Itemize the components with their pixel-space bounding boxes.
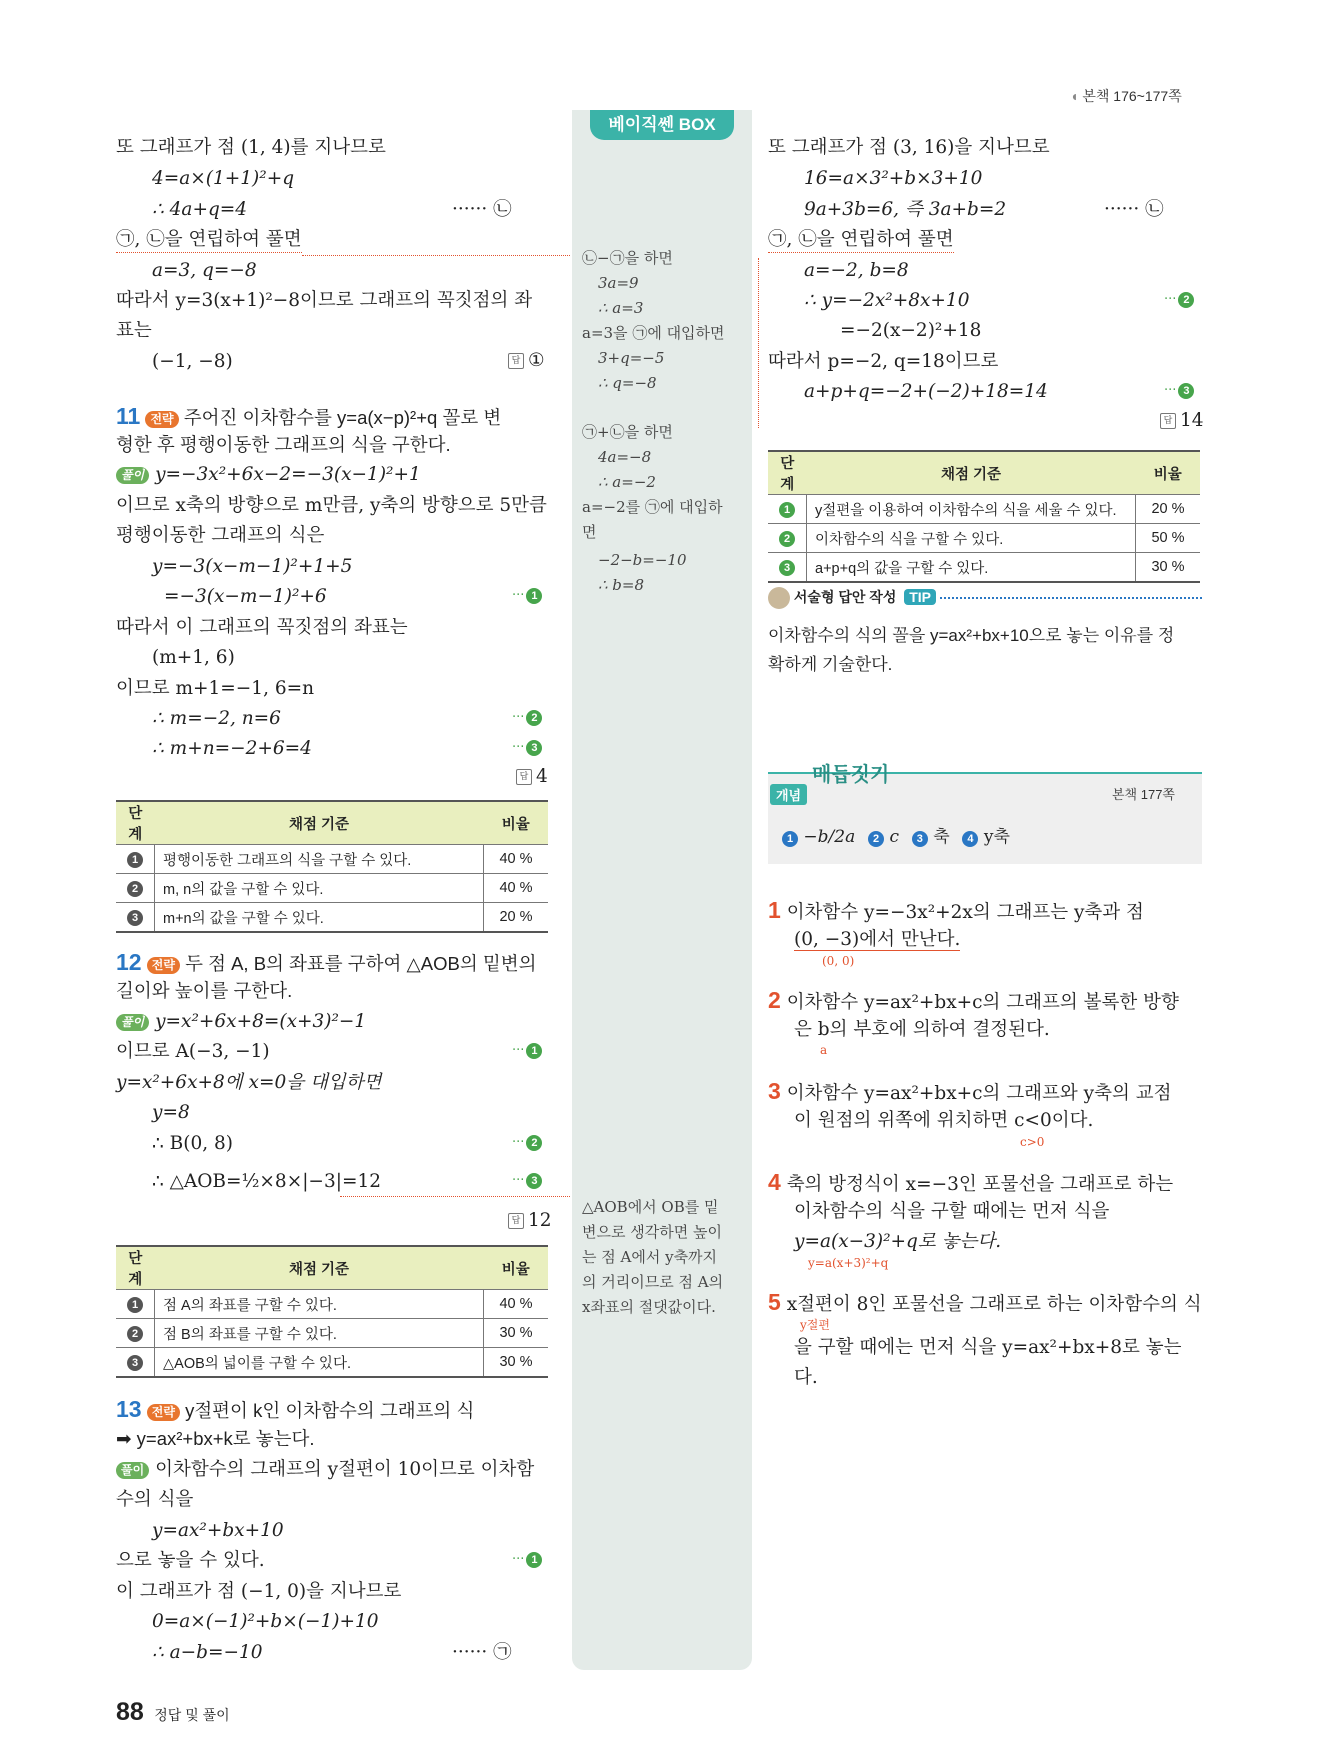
solution-line: ∴ △AOB=½×8×|−3|=12 <box>152 1171 381 1192</box>
step-mark-1: ··· 1 <box>512 588 542 604</box>
strategy-line: 형한 후 평행이동한 그래프의 식을 구한다. <box>116 434 451 455</box>
table-row: 3 △AOB의 넓이를 구할 수 있다. 30 % <box>116 1348 548 1378</box>
text-line: 16=a×3²+b×3+10 <box>804 168 983 189</box>
step-mark-2: ··· 2 <box>512 710 542 726</box>
fix-line: 이 원점의 위쪽에 위치하면 c<0이다. <box>794 1110 1094 1131</box>
solution-line: ∴ a−b=−10 <box>152 1642 263 1663</box>
step-mark-3: ··· 3 <box>512 740 542 756</box>
box-line: −2−b=−10 <box>598 551 687 569</box>
box-line: ∴ a=−2 <box>598 473 656 491</box>
solution-line: ∴ B(0, 8) <box>152 1133 233 1154</box>
table-row: 2 m, n의 값을 구할 수 있다. 40 % <box>116 874 548 903</box>
answer: 답 14 <box>1160 410 1204 431</box>
equation-mark: ······ ㉠ <box>452 1642 512 1663</box>
correction: y절편 <box>800 1318 830 1332</box>
problem-12-strategy: 12 전략 두 점 A, B의 좌표를 구하여 △AOB의 밑변의 <box>116 949 537 975</box>
text-line: ∴ y=−2x²+8x+10 <box>804 290 970 311</box>
table-row: 1 평행이동한 그래프의 식을 구할 수 있다. 40 % <box>116 845 548 874</box>
solution-line: (m+1, 6) <box>152 647 235 668</box>
box-line: 변으로 생각하면 높이 <box>582 1223 722 1241</box>
solution-line: 이 그래프가 점 (−1, 0)을 지나므로 <box>116 1581 402 1602</box>
box-line: ∴ b=8 <box>598 576 645 594</box>
text-line: ㉠, ㉡을 연립하여 풀면 <box>768 228 954 253</box>
answer-icon: 답 <box>516 769 532 785</box>
step-mark-1: ··· 1 <box>512 1043 542 1059</box>
solution-line: 평행이동한 그래프의 식은 <box>116 525 325 546</box>
fix-line: (0, −3)에서 만난다. <box>794 929 961 950</box>
step-mark-1: ··· 1 <box>512 1552 542 1568</box>
fix-line: 이차함수의 식을 구할 때에는 먼저 식을 <box>794 1201 1110 1222</box>
text-line: a=−2, b=8 <box>804 260 909 281</box>
fix-item-5: 5 x절편이 8인 포물선을 그래프로 하는 이차함수의 식 <box>768 1289 1202 1315</box>
problem-13-strategy: 13 전략 y절편이 k인 이차함수의 그래프의 식 <box>116 1396 475 1422</box>
ref-icon: ◖ <box>1070 88 1079 104</box>
box-line: a=−2를 ㉠에 대입하 <box>582 498 723 516</box>
step-mark-2: ··· 2 <box>1164 292 1194 308</box>
table-row: 2 점 B의 좌표를 구할 수 있다. 30 % <box>116 1319 548 1348</box>
table-header: 단계 <box>116 801 155 845</box>
fix-item-2: 2 이차함수 y=ax²+bx+c의 그래프의 볼록한 방향 <box>768 987 1179 1013</box>
page-footer: 88 정답 및 풀이 <box>116 1698 230 1726</box>
table-header: 채점 기준 <box>807 451 1136 495</box>
table-row: 3 a+p+q의 값을 구할 수 있다. 30 % <box>768 553 1200 583</box>
table-header: 채점 기준 <box>155 1246 484 1290</box>
equation-mark: ······ ㉡ <box>452 199 512 220</box>
solution-line: 0=a×(−1)²+b×(−1)+10 <box>152 1611 379 1632</box>
scoring-table-13 <box>768 450 1200 583</box>
solution-line: ∴ m+n=−2+6=4 <box>152 738 312 759</box>
step-mark-3: ··· 3 <box>1164 383 1194 399</box>
answer: 답 4 <box>516 766 548 787</box>
solution-line: 이므로 A(−3, −1) <box>116 1041 270 1062</box>
solution-line: y=8 <box>152 1102 190 1123</box>
concept-title: 매듭짓기 <box>812 764 890 786</box>
step-mark-3: ··· 3 <box>512 1173 542 1189</box>
table-header: 비율 <box>484 801 549 845</box>
text-line: (−1, −8) <box>152 351 233 372</box>
concept-label: 개념 <box>770 784 807 805</box>
connector-line <box>302 255 570 256</box>
fix-line: 다. <box>794 1367 818 1388</box>
fix-line: 은 b의 부호에 의하여 결정된다. <box>794 1019 1050 1040</box>
mascot-icon <box>768 587 790 609</box>
text-line: ∴ 4a+q=4 <box>152 199 248 220</box>
text-line: =−2(x−2)²+18 <box>840 320 982 341</box>
answer-icon: 답 <box>508 1213 524 1229</box>
table-row: 3 m+n의 값을 구할 수 있다. 20 % <box>116 903 548 933</box>
tip-text: 확하게 기술한다. <box>768 655 893 674</box>
solution-line: 이므로 x축의 방향으로 m만큼, y축의 방향으로 5만큼 <box>116 495 547 516</box>
text-line: 4=a×(1+1)²+q <box>152 168 295 189</box>
solution-line: 풀이 y=x²+6x+8=(x+3)²−1 <box>116 1010 366 1034</box>
page-reference: ◖ 본책 176~177쪽 <box>1070 88 1182 104</box>
box-line: ∴ q=−8 <box>598 374 657 392</box>
solution-line: 으로 놓을 수 있다. <box>116 1550 265 1571</box>
correction: (0, 0) <box>822 954 855 968</box>
solution-line: ∴ m=−2, n=6 <box>152 708 281 729</box>
concept-answers: 1 −b/2a 2 c 3 축 4 y축 <box>780 822 1010 847</box>
solution-line: 수의 식을 <box>116 1489 194 1510</box>
box-line: 4a=−8 <box>598 448 652 466</box>
scoring-table-11 <box>116 800 548 933</box>
fix-line: y=a(x−3)²+q로 놓는다. <box>794 1231 1002 1252</box>
problem-11-strategy: 11 전략 주어진 이차함수를 y=a(x−p)²+q 꼴로 변 <box>116 403 502 429</box>
concept-ref: 본책 177쪽 <box>1112 787 1175 802</box>
text-line: a=3, q=−8 <box>152 260 257 281</box>
solution-line: y=ax²+bx+10 <box>152 1520 284 1541</box>
fix-item-3: 3 이차함수 y=ax²+bx+c의 그래프와 y축의 교점 <box>768 1078 1172 1104</box>
correction: c>0 <box>1020 1135 1045 1149</box>
solution-line: 풀이 y=−3x²+6x−2=−3(x−1)²+1 <box>116 463 421 487</box>
box-line: x좌표의 절댓값이다. <box>582 1298 716 1316</box>
correction: y=a(x+3)²+q <box>808 1256 889 1270</box>
table-header: 비율 <box>484 1246 549 1290</box>
box-line: 는 점 A에서 y축까지 <box>582 1248 718 1266</box>
box-line: ㉠+㉡을 하면 <box>582 423 673 441</box>
table-header: 비율 <box>1136 451 1201 495</box>
answer-icon: 답 <box>1160 413 1176 429</box>
table-row: 1 점 A의 좌표를 구할 수 있다. 40 % <box>116 1290 548 1319</box>
connector-line <box>758 258 759 428</box>
strategy-line: ➡ y=ax²+bx+k로 놓는다. <box>116 1428 315 1449</box>
table-header: 단계 <box>116 1246 155 1290</box>
text-line: 또 그래프가 점 (1, 4)를 지나므로 <box>116 137 386 158</box>
fix-item-4: 4 축의 방정식이 x=−3인 포물선을 그래프로 하는 <box>768 1169 1174 1195</box>
box-line: a=3을 ㉠에 대입하면 <box>582 324 725 342</box>
text-line: 따라서 p=−2, q=18이므로 <box>768 351 999 372</box>
box-title: 베이직쎈 BOX <box>590 110 734 140</box>
answer: 답 12 <box>508 1210 552 1231</box>
text-line: a+p+q=−2+(−2)+18=14 <box>804 381 1048 402</box>
scoring-table-12 <box>116 1245 548 1378</box>
fix-line: 을 구할 때에는 먼저 식을 y=ax²+bx+8로 놓는 <box>794 1337 1182 1358</box>
box-line: ㉡−㉠을 하면 <box>582 249 673 267</box>
equation-mark: ······ ㉡ <box>1104 199 1164 220</box>
fix-item-1: 1 이차함수 y=−3x²+2x의 그래프는 y축과 점 <box>768 897 1144 923</box>
solution-line: 이므로 m+1=−1, 6=n <box>116 678 315 699</box>
solution-line: y=x²+6x+8에 x=0을 대입하면 <box>116 1072 382 1093</box>
answer: 답 ① <box>508 350 545 371</box>
text-line: 또 그래프가 점 (3, 16)을 지나므로 <box>768 137 1050 158</box>
text-line: 표는 <box>116 320 152 341</box>
table-row: 1 y절편을 이용하여 이차함수의 식을 세울 수 있다. 20 % <box>768 495 1200 524</box>
step-mark-2: ··· 2 <box>512 1135 542 1151</box>
text-line: 9a+3b=6, 즉 3a+b=2 <box>804 199 1007 220</box>
correction: a <box>820 1043 828 1057</box>
solution-line: 따라서 이 그래프의 꼭짓점의 좌표는 <box>116 617 408 638</box>
table-header: 채점 기준 <box>155 801 484 845</box>
box-line: 3a=9 <box>598 274 639 292</box>
tip-text: 이차함수의 식의 꼴을 y=ax²+bx+10으로 놓는 이유를 정 <box>768 626 1175 645</box>
box-line: 의 거리이므로 점 A의 <box>582 1273 724 1291</box>
solution-line: 풀이 이차함수의 그래프의 y절편이 10이므로 이차함 <box>116 1458 534 1482</box>
box-line: 3+q=−5 <box>598 349 665 367</box>
solution-line: y=−3(x−m−1)²+1+5 <box>152 556 353 577</box>
strategy-line: 길이와 높이를 구한다. <box>116 980 293 1001</box>
box-line: 면 <box>582 523 597 541</box>
table-row: 2 이차함수의 식을 구할 수 있다. 50 % <box>768 524 1200 553</box>
answer-icon: 답 <box>508 353 524 369</box>
tip-header: 서술형 답안 작성 TIP <box>768 587 936 609</box>
tip-divider <box>940 597 1202 599</box>
connector-line <box>340 1196 570 1197</box>
solution-line: =−3(x−m−1)²+6 <box>164 586 327 607</box>
box-line: ∴ a=3 <box>598 299 644 317</box>
table-header: 단계 <box>768 451 807 495</box>
box-line: △AOB에서 OB를 밑 <box>582 1198 719 1216</box>
text-line: 따라서 y=3(x+1)²−8이므로 그래프의 꼭짓점의 좌 <box>116 290 533 311</box>
text-line: ㉠, ㉡을 연립하여 풀면 <box>116 228 302 253</box>
